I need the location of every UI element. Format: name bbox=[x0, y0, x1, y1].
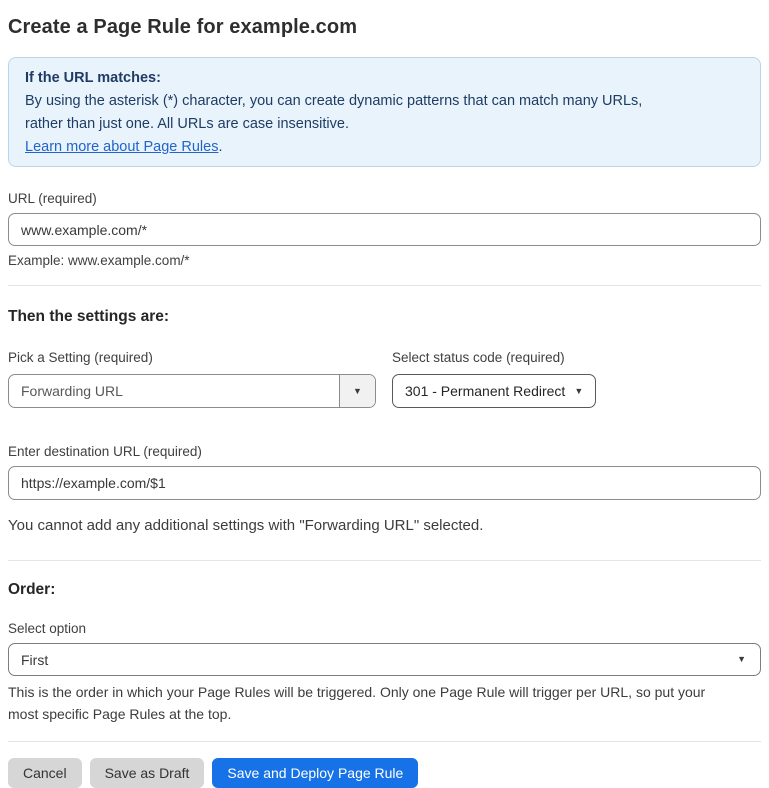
setting-picker-column bbox=[8, 350, 376, 408]
order-help-line: This is the order in which your Page Rules will be triggered. Only one Page Rule will trigger per URL, so put your bbox=[8, 684, 706, 700]
forwarding-note: You cannot add any additional settings with "Forwarding URL" selected. bbox=[8, 517, 484, 534]
url-input[interactable] bbox=[8, 213, 761, 246]
url-example: Example: www.example.com/* bbox=[8, 253, 190, 268]
info-banner-heading: If the URL matches: bbox=[25, 70, 161, 86]
order-select-value: First bbox=[21, 651, 49, 668]
status-code-label: Select status code (required) bbox=[392, 350, 565, 365]
setting-picker-value: Forwarding URL bbox=[21, 383, 123, 399]
setting-picker-select[interactable] bbox=[8, 374, 376, 408]
status-code-value: 301 - Permanent Redirect bbox=[405, 383, 566, 399]
status-code-column bbox=[392, 350, 596, 408]
cancel-button[interactable]: Cancel bbox=[8, 758, 82, 788]
order-select[interactable] bbox=[8, 643, 761, 676]
chevron-down-icon: ▼ bbox=[574, 385, 584, 396]
chevron-down-icon: ▼ bbox=[353, 385, 362, 396]
order-heading: Order: bbox=[8, 581, 56, 598]
settings-heading: Then the settings are: bbox=[8, 308, 170, 325]
setting-picker-label: Pick a Setting (required) bbox=[8, 350, 153, 365]
order-select-label: Select option bbox=[8, 621, 87, 636]
divider bbox=[8, 741, 761, 742]
order-help-line: most specific Page Rules at the top. bbox=[8, 706, 232, 722]
info-banner-body-line: By using the asterisk (*) character, you can create dynamic patterns that can match many URLs, bbox=[25, 93, 643, 109]
settings-row bbox=[8, 350, 761, 408]
chevron-down-icon: ▼ bbox=[737, 654, 746, 664]
info-banner-body-line: rather than just one. All URLs are case insensitive. bbox=[25, 116, 349, 132]
url-label: URL (required) bbox=[8, 191, 97, 206]
page-title: Create a Page Rule for example.com bbox=[8, 16, 358, 38]
status-code-select[interactable] bbox=[392, 374, 596, 408]
order-help bbox=[8, 681, 761, 725]
footer-actions bbox=[8, 758, 761, 788]
destination-url-label: Enter destination URL (required) bbox=[8, 444, 202, 459]
save-as-draft-button[interactable]: Save as Draft bbox=[90, 758, 205, 788]
learn-more-link[interactable]: Learn more about Page Rules bbox=[25, 139, 219, 155]
save-and-deploy-button[interactable]: Save and Deploy Page Rule bbox=[212, 758, 418, 788]
destination-url-input[interactable] bbox=[8, 466, 761, 500]
setting-picker-arrow-button[interactable] bbox=[339, 375, 375, 407]
link-suffix: . bbox=[218, 139, 223, 155]
divider bbox=[8, 560, 761, 561]
info-banner-link-row bbox=[25, 136, 744, 159]
info-banner bbox=[8, 57, 761, 167]
divider bbox=[8, 285, 761, 286]
